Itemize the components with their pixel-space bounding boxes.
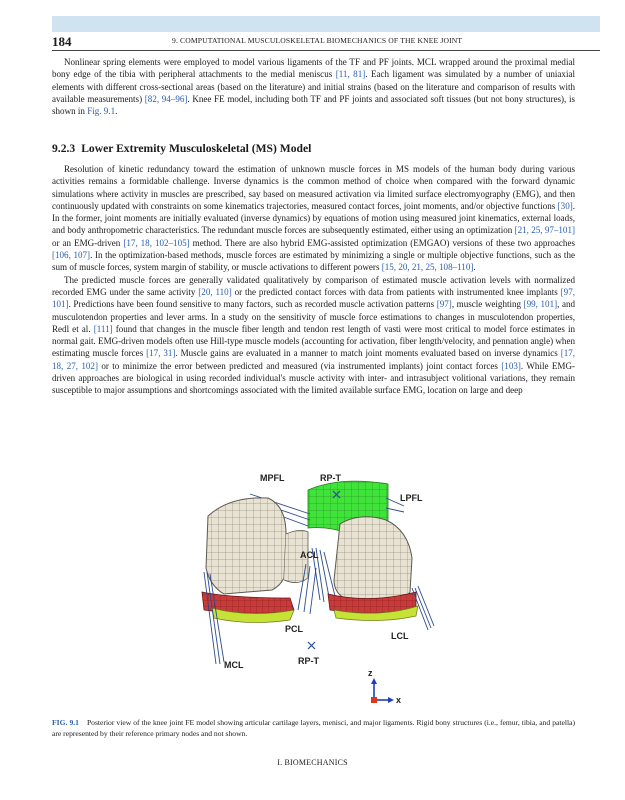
- citation-link[interactable]: [17, 31]: [146, 348, 176, 359]
- paragraph-validation: The predicted muscle forces are generally validated qualitatively by comparison of estimated muscle activation levels with normalized recorded EMG under the same activity [20, 110] or the predicted contact forces with data from patients with instrumented knee implants [97, 101]. Predictions have been found sensitive to many factors, such as recorded muscle activation patterns [97], muscle weighting [99, 101], and musculotendon properties and lever arms. In a study on the sensitivity of muscle force estimations to changes in musculotendon properties, Redl et al. [111] found that changes in the muscle fiber length and tendon rest length of vasti were most critical to model force estimates in normal gait. EMG-driven models often use Hill-type muscle models (accounting for activation, fiber length/velocity, and pennation angle) when estimating muscle forces [17, 31]. Muscle gains are evaluated in a manner to match joint moments evaluated based on inverse dynamics [17, 18, 27, 102] or to minimize the error between predicted and measured (via instrumented implants) joint contact forces [103]. While EMG-driven approaches are biological in using recorded individual's muscle activity with inter- and intrasubject volitional variations, they remain susceptible to major assumptions and shortcomings associated with the limited available surface EMG, location on large and deep: [52, 274, 576, 396]
- citation-link[interactable]: [30]: [557, 200, 573, 211]
- knee-fe-model-figure: [190, 468, 450, 708]
- label-rpt-top: RP-T: [320, 473, 341, 483]
- figure-label: FIG. 9.1: [52, 718, 79, 727]
- label-acl: ACL: [300, 550, 319, 560]
- citation-link[interactable]: [17, 18, 102–105]: [123, 237, 190, 248]
- label-pcl: PCL: [285, 624, 303, 634]
- top-color-band: [52, 16, 600, 32]
- citation-link[interactable]: [106, 107]: [52, 250, 91, 261]
- axis-z-label: z: [368, 668, 373, 678]
- citation-link[interactable]: [97, 101]: [52, 286, 575, 310]
- citation-link[interactable]: [11, 81]: [335, 69, 366, 80]
- axis-triad: [368, 668, 401, 705]
- intro-paragraph: Nonlinear spring elements were employed to model various ligaments of the TF and PF joints. MCL wrapped around the proximal medial bony edge of the tibia with peripheral attachments to the medial meniscus [11, 81]. Each ligament was simulated by a number of uniaxial elements with different cross-sectional areas (based on the literature) and initial strains (based on the literature and comparison of results with available measurements) [82, 94–96]. Knee FE model, including both TF and PF joints and associated soft tissues (but not bony structures), is shown in Fig. 9.1.: [52, 57, 575, 117]
- paragraph-inverse-dynamics: Resolution of kinetic redundancy toward the estimation of unknown muscle forces in MS models of the human body during various activities remains a formidable challenge. Inverse dynamics is the common method of choice when compared with the forward dynamic simulations where activity in muscles are prescribed, say based on measured activation via limited surface electromyography (EMG), and then continuously updated with constraints on some kinematics trajectories, measured contact forces, joint moments, and/or objective functions [30]. In the former, joint moments are initially evaluated (inverse dynamics) by equations of motion using measured joint kinematics, external loads, and body anthropometric characteristics. The redundant muscle forces are subsequently estimated, either using an optimization [21, 25, 97–101] or an EMG-driven [17, 18, 102–105] method. There are also hybrid EMG-assisted optimization (EMGAO) versions of these two approaches [106, 107]. In the optimization-based methods, muscle forces are estimated by minimizing a single or multiple objective functions, such as the sum of muscle forces, system margin of stability, or muscle activations to different powers [15, 20, 21, 25, 108–110].: [52, 164, 575, 273]
- rpt-marker-bottom: [308, 642, 315, 649]
- section-number: 9.2.3: [52, 142, 76, 155]
- page-footer: I. BIOMECHANICS: [277, 758, 348, 767]
- citation-link[interactable]: [17, 18, 27, 102]: [52, 348, 576, 371]
- label-mcl: MCL: [224, 660, 244, 670]
- section-title: Lower Extremity Musculoskeletal (MS) Model: [81, 142, 312, 155]
- running-title: 9. COMPUTATIONAL MUSCULOSKELETAL BIOMECHANICS OF THE KNEE JOINT: [172, 36, 463, 45]
- page-number: 184: [52, 34, 72, 49]
- axis-x-label: x: [396, 695, 402, 705]
- lateral-femoral-cartilage: [334, 517, 412, 601]
- citation-link[interactable]: [21, 25, 97–101]: [514, 225, 575, 236]
- figure-caption: [52, 718, 575, 739]
- citation-link[interactable]: [82, 94–96]: [144, 93, 188, 104]
- label-rpt-bottom: RP-T: [298, 656, 319, 666]
- label-mpfl: MPFL: [260, 473, 285, 483]
- caption-text: Posterior view of the knee joint FE model showing articular cartilage layers, menisci, and major ligaments. Rigid bony structures (i.e., femur, tibia, and patella) are represented by their reference primary nodes and not shown.: [52, 718, 575, 738]
- figure-link[interactable]: Fig. 9.1: [87, 106, 116, 117]
- body-text: [52, 163, 575, 397]
- citation-link[interactable]: [15, 20, 21, 25, 108–110]: [381, 262, 474, 273]
- label-lcl: LCL: [391, 631, 409, 641]
- section-heading: [52, 142, 311, 155]
- medial-femoral-cartilage: [206, 498, 286, 594]
- citation-link[interactable]: [103]: [501, 360, 521, 371]
- citation-link[interactable]: [20, 110]: [198, 286, 232, 297]
- citation-link[interactable]: [97]: [436, 299, 452, 310]
- page-header: [52, 34, 600, 51]
- citation-link[interactable]: [99, 101]: [523, 299, 558, 310]
- label-lpfl: LPFL: [400, 493, 423, 503]
- citation-link[interactable]: [111]: [93, 323, 113, 334]
